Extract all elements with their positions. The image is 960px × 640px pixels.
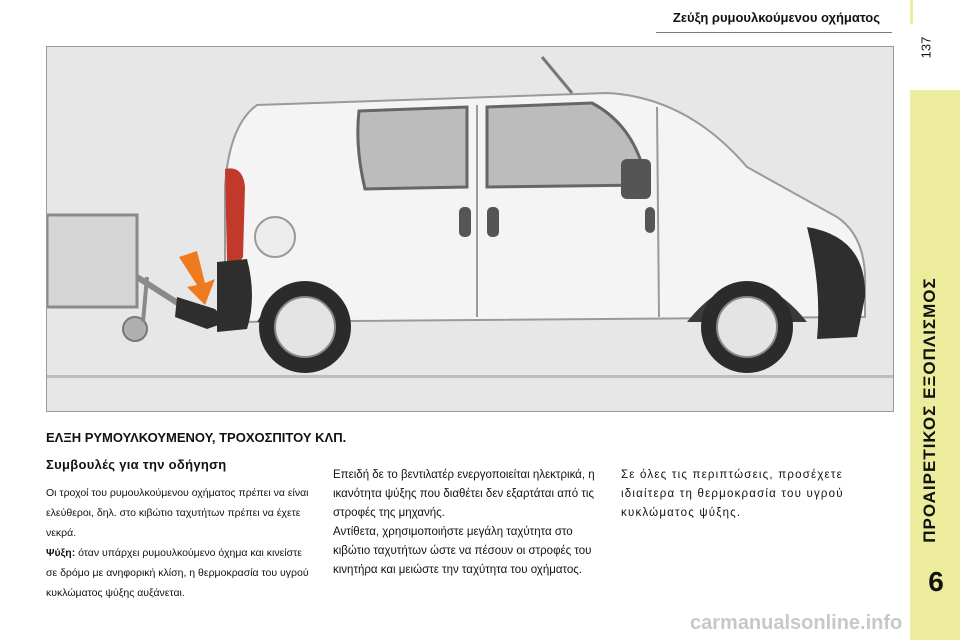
tab-top-strip bbox=[910, 0, 913, 24]
antenna bbox=[542, 57, 572, 93]
col1-paragraph-1: Οι τροχοί του ρυμουλκούμενου οχήματος πρέπει να είναι ελεύθεροι, δηλ. στο κιβώτιο ταχυτήτων πρέπει να έχετε νεκρά. bbox=[46, 487, 309, 539]
trailer-box bbox=[47, 215, 137, 307]
cooling-term: Ψύξη: bbox=[46, 547, 76, 559]
header-rule bbox=[656, 32, 892, 33]
ground-line bbox=[47, 375, 893, 378]
section-title: ΕΛΞΗ ΡΥΜΟΥΛΚΟΥΜΕΝΟΥ, ΤΡΟΧΟΣΠΙΤΟΥ ΚΛΠ. bbox=[46, 430, 347, 445]
side-window-rear bbox=[358, 107, 467, 189]
door-handle-1 bbox=[459, 207, 471, 237]
pointer-arrow bbox=[179, 251, 215, 305]
mirror bbox=[621, 159, 651, 199]
col2-paragraph-2: Αντίθετα, χρησιμοποιήστε μεγάλη ταχύτητα στο κιβώτιο ταχυτήτων ώστε να πέσουν οι στροφές του κινητήρα και μειώστε την ταχύτητα του οχήματος. bbox=[333, 526, 592, 576]
door-handle-3 bbox=[645, 207, 655, 233]
chapter-number: 6 bbox=[928, 566, 944, 597]
col2-paragraph-1: Επειδή δε το βεντιλατέρ ενεργοποιείται ηλεκτρικά, η ικανότητα ψύξης που διαθέτει δεν εξαρτάται από τις στροφές της μηχανής. bbox=[333, 469, 595, 519]
front-rim bbox=[717, 297, 777, 357]
van-towing-illustration bbox=[46, 46, 894, 412]
rear-rim bbox=[275, 297, 335, 357]
rear-light bbox=[225, 168, 245, 263]
cooling-text: όταν υπάρχει ρυμουλκούμενο όχημα και κινείστε σε δρόμο με ανηφορική κλίση, η θερμοκρασία του υγρού κυκλώματος ψύξης αυξάνεται. bbox=[46, 547, 309, 599]
text-column-2 bbox=[333, 466, 603, 580]
fuel-cap bbox=[255, 217, 295, 257]
running-header: Ζεύξη ρυμουλκούμενου οχήματος bbox=[672, 10, 880, 25]
page-number: 137 bbox=[918, 36, 934, 59]
subsection-title: Συμβουλές για την οδήγηση bbox=[46, 457, 227, 472]
door-handle-2 bbox=[487, 207, 499, 237]
watermark: carmanualsonline.info bbox=[690, 612, 903, 634]
text-column-1 bbox=[46, 483, 316, 603]
text-column-3 bbox=[621, 466, 893, 523]
van-illustration-svg bbox=[47, 47, 893, 411]
chapter-title: ΠΡΟΑΙΡΕΤΙΚΟΣ ΕΞΟΠΛΙΣΜΟΣ bbox=[920, 277, 939, 543]
col1-paragraph-2 bbox=[46, 543, 316, 603]
col3-paragraph-1: Σε όλες τις περιπτώσεις, προσέχετε ιδιαίτερα τη θερμοκρασία του υγρού κυκλώματος ψύξης. bbox=[621, 469, 844, 519]
